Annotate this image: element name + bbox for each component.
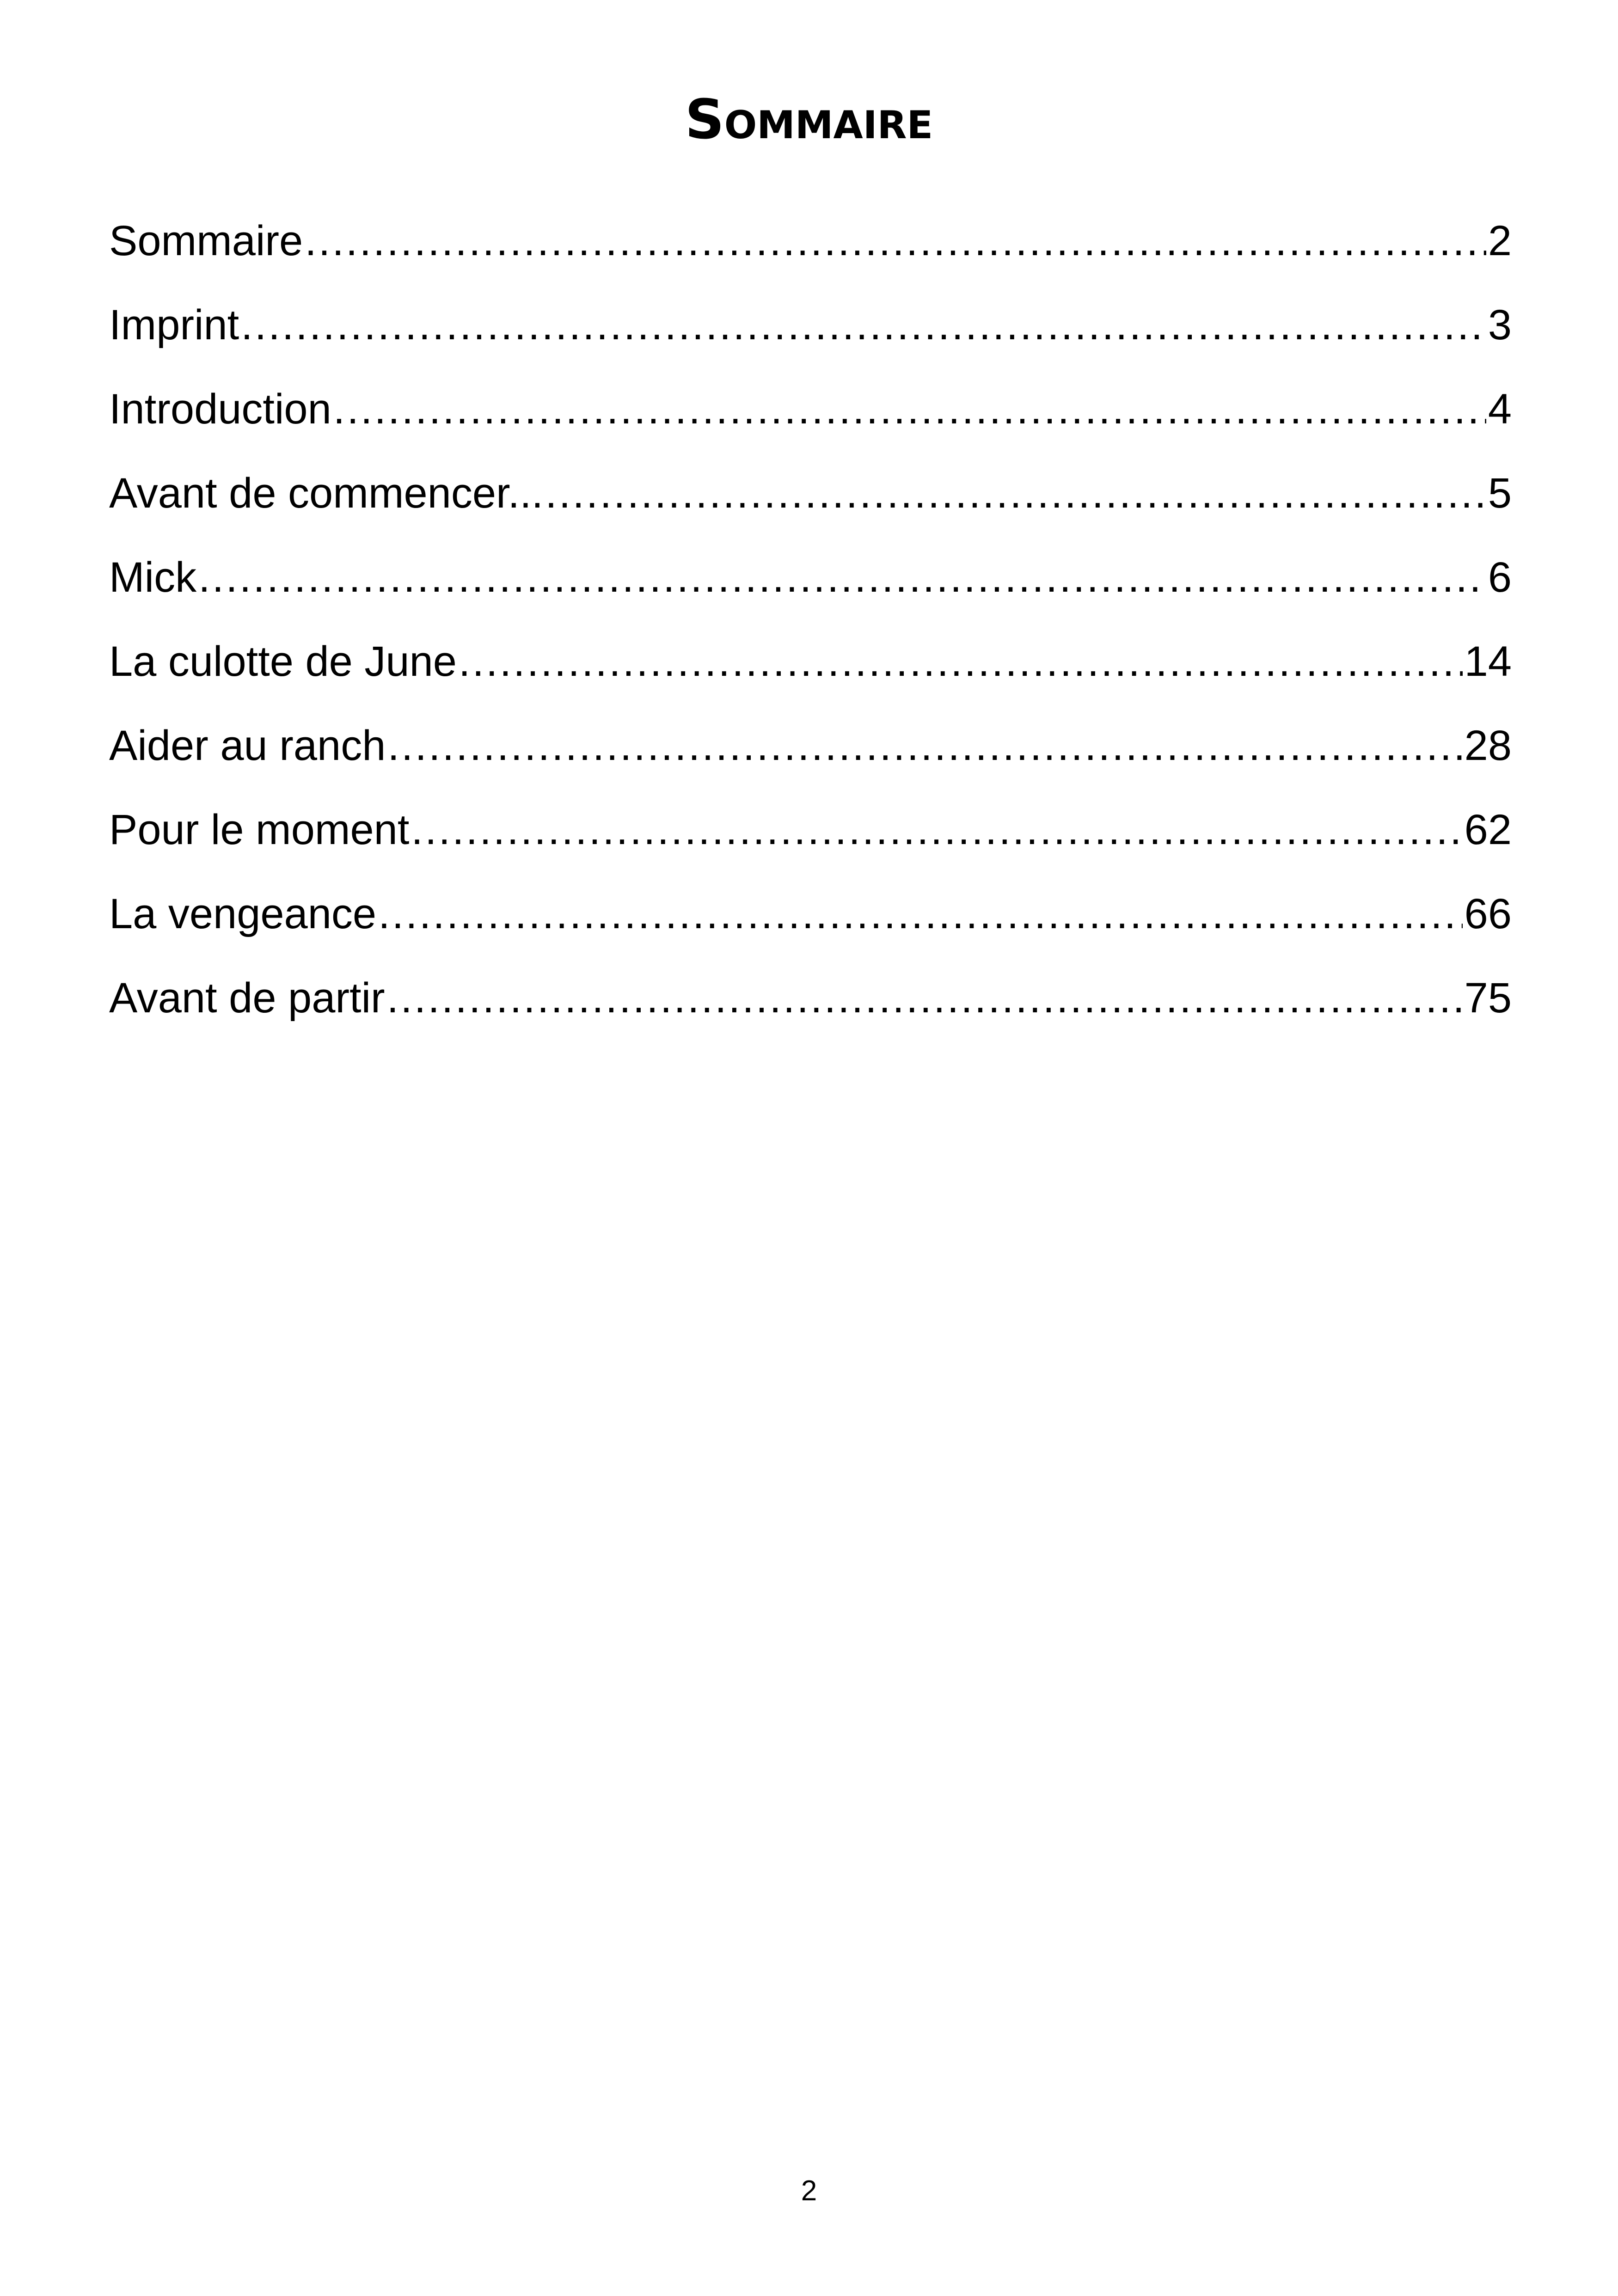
toc-leader-dots [333,367,1486,451]
toc-entry-page: 66 [1464,890,1512,937]
toc-entry-label: Aider au ranch [109,722,386,769]
toc-entry-label: Pour le moment [109,806,410,853]
toc-entry-label: Avant de commencer... [109,470,544,517]
table-of-contents [109,199,1512,1040]
toc-entry[interactable] [109,451,1512,535]
toc-leader-dots [378,872,1463,956]
toc-entry[interactable] [109,704,1512,788]
toc-entry-page: 14 [1464,638,1512,685]
toc-entry-page: 2 [1488,217,1512,264]
toc-entry-page: 5 [1488,470,1512,517]
toc-entry-page: 75 [1464,974,1512,1022]
footer-page-number: 2 [801,2175,817,2207]
toc-leader-dots [411,788,1462,872]
toc-leader-dots [198,535,1486,619]
toc-entry-label: La vengeance [109,890,377,937]
toc-leader-dots [387,956,1463,1040]
toc-entry-label: Avant de partir [109,974,385,1022]
toc-entry-label: Sommaire [109,217,303,264]
toc-entry[interactable] [109,535,1512,619]
toc-entry-label: Mick [109,554,197,601]
toc-entry-page: 28 [1464,722,1512,769]
toc-leader-dots [305,199,1486,283]
toc-leader-dots [387,704,1462,788]
toc-leader-dots [545,451,1486,535]
toc-entry[interactable] [109,956,1512,1040]
toc-entry-label: La culotte de June [109,638,457,685]
toc-entry[interactable] [109,283,1512,367]
toc-leader-dots [241,283,1486,367]
toc-entry[interactable] [109,872,1512,956]
toc-entry-page: 4 [1488,386,1512,433]
toc-entry-page: 6 [1488,554,1512,601]
toc-entry-label: Imprint [109,301,239,349]
toc-entry-page: 62 [1464,806,1512,853]
toc-entry-page: 3 [1488,301,1512,349]
toc-leader-dots [459,619,1463,704]
toc-entry-label: Introduction [109,386,331,433]
toc-entry[interactable] [109,199,1512,283]
toc-entry[interactable] [109,619,1512,704]
page-title: Sommaire [685,87,933,151]
toc-entry[interactable] [109,788,1512,872]
toc-entry[interactable] [109,367,1512,451]
